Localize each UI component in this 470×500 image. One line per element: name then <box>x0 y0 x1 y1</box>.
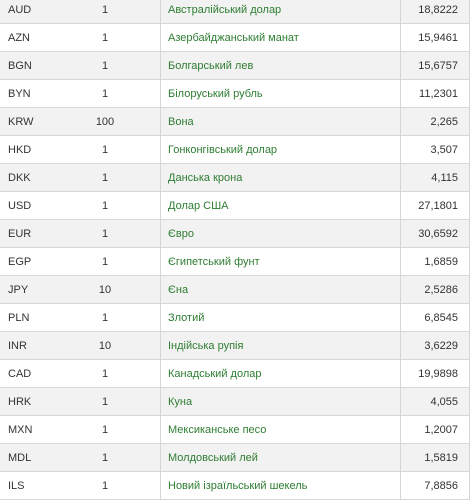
table-row <box>0 332 470 360</box>
currency-name-link[interactable]: Єна <box>168 283 189 296</box>
exchange-rate: 4,055 <box>401 388 470 416</box>
currency-name-link[interactable]: Данська крона <box>168 171 243 184</box>
currency-name-link[interactable]: Молдовський лей <box>168 451 258 464</box>
currency-name-cell <box>161 220 401 248</box>
exchange-rate: 11,2301 <box>401 80 470 108</box>
currency-name-link[interactable]: Австралійський долар <box>168 3 282 16</box>
table-row <box>0 24 470 52</box>
currency-name-link[interactable]: Азербайджанський манат <box>168 31 299 44</box>
currency-name-cell <box>161 332 401 360</box>
currency-name-cell <box>161 80 401 108</box>
currency-units: 1 <box>50 304 161 332</box>
exchange-rate: 7,8856 <box>401 472 470 500</box>
table-row <box>0 192 470 220</box>
table-row <box>0 80 470 108</box>
currency-units: 10 <box>50 276 161 304</box>
table-row <box>0 360 470 388</box>
table-row <box>0 0 470 24</box>
currency-name-link[interactable]: Вона <box>168 115 194 128</box>
currency-code: AUD <box>0 0 50 24</box>
currency-name-cell <box>161 416 401 444</box>
exchange-rate: 30,6592 <box>401 220 470 248</box>
currency-name-cell <box>161 192 401 220</box>
currency-name-link[interactable]: Євро <box>168 227 194 240</box>
currency-name-link[interactable]: Новий ізраїльський шекель <box>168 479 308 492</box>
currency-name-cell <box>161 360 401 388</box>
currency-name-link[interactable]: Долар США <box>168 199 229 212</box>
currency-name-cell <box>161 248 401 276</box>
currency-units: 1 <box>50 192 161 220</box>
currency-units: 1 <box>50 24 161 52</box>
exchange-rate: 3,507 <box>401 136 470 164</box>
exchange-rate: 19,9898 <box>401 360 470 388</box>
exchange-rate: 27,1801 <box>401 192 470 220</box>
table-row <box>0 136 470 164</box>
currency-name-link[interactable]: Гонконгівський долар <box>168 143 278 156</box>
currency-name-cell <box>161 52 401 80</box>
table-row <box>0 304 470 332</box>
currency-name-cell <box>161 388 401 416</box>
currency-units: 100 <box>50 108 161 136</box>
exchange-rate: 15,6757 <box>401 52 470 80</box>
currency-units: 1 <box>50 248 161 276</box>
exchange-rate: 1,6859 <box>401 248 470 276</box>
currency-name-link[interactable]: Єгипетський фунт <box>168 255 260 268</box>
currency-code: AZN <box>0 24 50 52</box>
table-row <box>0 220 470 248</box>
currency-code: USD <box>0 192 50 220</box>
exchange-rate: 1,2007 <box>401 416 470 444</box>
currency-units: 1 <box>50 444 161 472</box>
currency-name-cell <box>161 472 401 500</box>
currency-name-cell <box>161 276 401 304</box>
exchange-rate: 18,8222 <box>401 0 470 24</box>
currency-name-cell <box>161 136 401 164</box>
currency-code: BYN <box>0 80 50 108</box>
currency-units: 1 <box>50 388 161 416</box>
currency-code: MXN <box>0 416 50 444</box>
currency-code: KRW <box>0 108 50 136</box>
table-row <box>0 248 470 276</box>
currency-name-link[interactable]: Канадський долар <box>168 367 262 380</box>
currency-code: PLN <box>0 304 50 332</box>
currency-name-cell <box>161 24 401 52</box>
table-row <box>0 416 470 444</box>
currency-units: 1 <box>50 416 161 444</box>
currency-name-cell <box>161 0 401 24</box>
table-row <box>0 108 470 136</box>
currency-code: INR <box>0 332 50 360</box>
currency-units: 1 <box>50 360 161 388</box>
exchange-rate: 2,265 <box>401 108 470 136</box>
exchange-rate: 15,9461 <box>401 24 470 52</box>
currency-name-link[interactable]: Індійська рупія <box>168 339 244 352</box>
currency-name-cell <box>161 108 401 136</box>
currency-code: BGN <box>0 52 50 80</box>
exchange-rate: 4,115 <box>401 164 470 192</box>
currency-code: EUR <box>0 220 50 248</box>
currency-name-link[interactable]: Мексиканське песо <box>168 423 267 436</box>
currency-name-link[interactable]: Білоруський рубль <box>168 87 263 100</box>
exchange-rate: 2,5286 <box>401 276 470 304</box>
currency-units: 1 <box>50 136 161 164</box>
currency-code: CAD <box>0 360 50 388</box>
table-row <box>0 444 470 472</box>
currency-code: MDL <box>0 444 50 472</box>
currency-name-cell <box>161 304 401 332</box>
currency-code: JPY <box>0 276 50 304</box>
currency-units: 1 <box>50 52 161 80</box>
currency-code: HKD <box>0 136 50 164</box>
currency-units: 10 <box>50 332 161 360</box>
currency-name-link[interactable]: Злотий <box>168 311 205 324</box>
currency-code: HRK <box>0 388 50 416</box>
currency-units: 1 <box>50 472 161 500</box>
currency-name-link[interactable]: Болгарський лев <box>168 59 254 72</box>
currency-units: 1 <box>50 164 161 192</box>
table-row <box>0 472 470 500</box>
currency-name-cell <box>161 444 401 472</box>
exchange-rate: 3,6229 <box>401 332 470 360</box>
currency-code: ILS <box>0 472 50 500</box>
exchange-rate: 1,5819 <box>401 444 470 472</box>
currency-name-link[interactable]: Куна <box>168 395 193 408</box>
currency-code: DKK <box>0 164 50 192</box>
currency-units: 1 <box>50 220 161 248</box>
currency-code: EGP <box>0 248 50 276</box>
table-row <box>0 388 470 416</box>
table-row <box>0 52 470 80</box>
currency-units: 1 <box>50 0 161 24</box>
exchange-rate: 6,8545 <box>401 304 470 332</box>
table-row <box>0 276 470 304</box>
table-row <box>0 164 470 192</box>
currency-name-cell <box>161 164 401 192</box>
currency-units: 1 <box>50 80 161 108</box>
